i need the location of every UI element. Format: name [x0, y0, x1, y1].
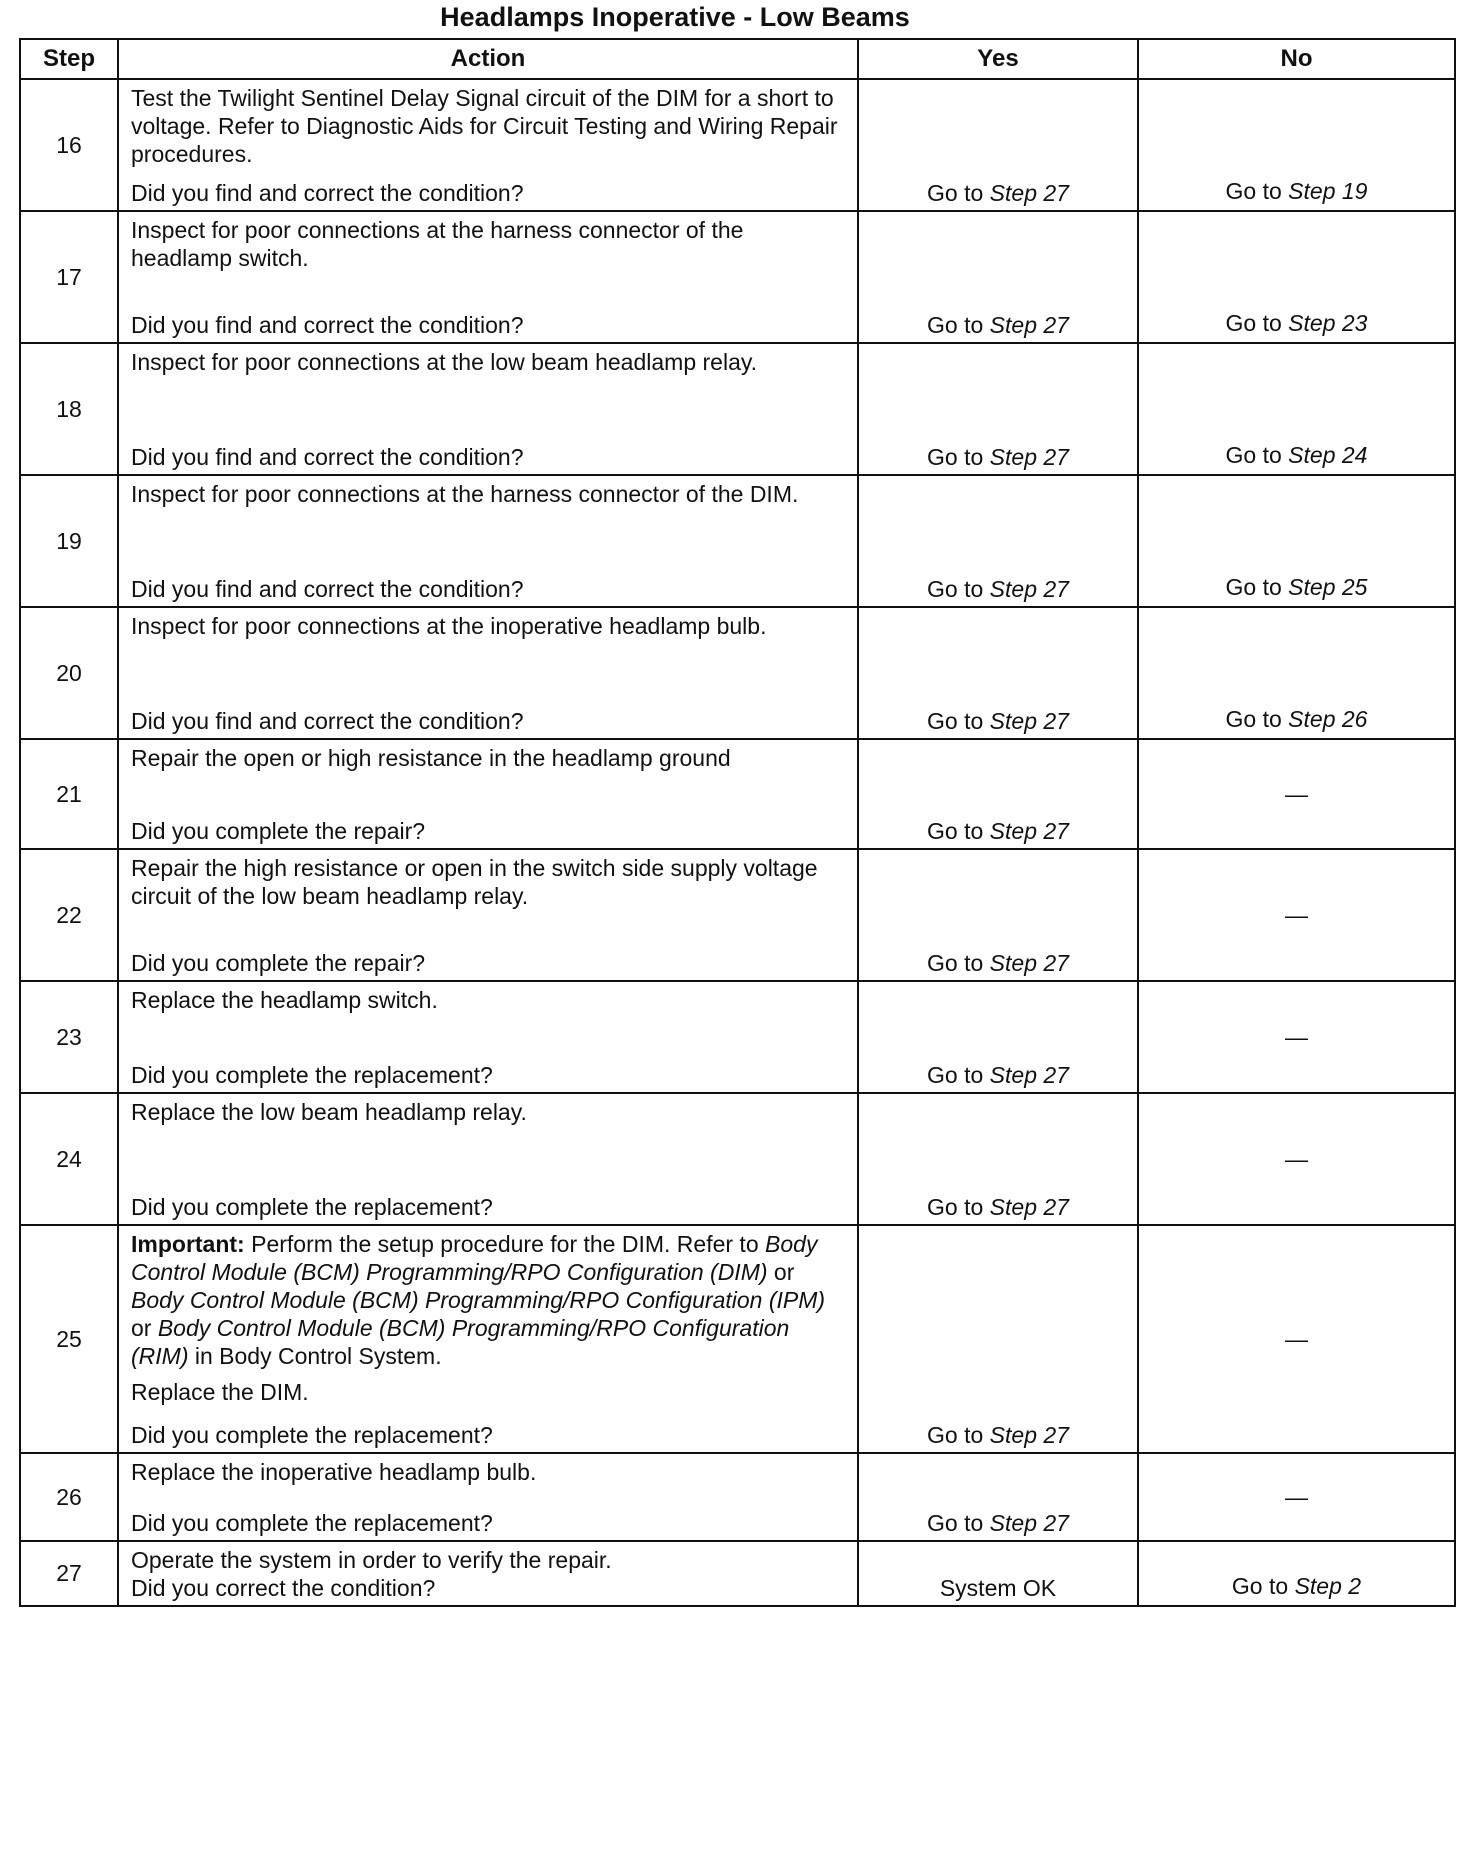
goto-step-link[interactable]: Step 27 — [989, 444, 1069, 470]
action-question: Did you complete the replacement? — [131, 1422, 493, 1448]
table-row — [20, 981, 1455, 1093]
action-cell — [118, 739, 858, 849]
table-row — [20, 475, 1455, 607]
step-number: 24 — [20, 1093, 118, 1225]
dash-placeholder: — — [1285, 1023, 1308, 1050]
yes-result: Go to Step 27 — [858, 849, 1138, 981]
table-row — [20, 343, 1455, 475]
diagnostic-table — [19, 38, 1456, 1607]
action-question: Did you complete the replacement? — [131, 1194, 493, 1220]
action-text: Inspect for poor connections at the harness connector of the DIM. — [131, 481, 799, 507]
yes-result: Go to Step 27 — [858, 981, 1138, 1093]
action-question: Did you find and correct the condition? — [131, 444, 524, 470]
goto-step-link[interactable]: Step 27 — [989, 1510, 1069, 1536]
action-question: Did you complete the repair? — [131, 950, 426, 976]
step-number: 19 — [20, 475, 118, 607]
step-number: 20 — [20, 607, 118, 739]
step-number: 21 — [20, 739, 118, 849]
goto-step-link[interactable]: Step 27 — [989, 818, 1069, 844]
yes-result: Go to Step 27 — [858, 343, 1138, 475]
page-title: Headlamps Inoperative - Low Beams — [440, 2, 910, 32]
goto-step-link[interactable]: Step 2 — [1294, 1573, 1362, 1599]
step-number: 26 — [20, 1453, 118, 1541]
action-cell — [118, 849, 858, 981]
action-text: Inspect for poor connections at the low beam headlamp relay. — [131, 349, 758, 375]
action-text: Inspect for poor connections at the harness connector of the headlamp switch. — [131, 217, 744, 271]
no-result: Go to Step 2 — [1138, 1541, 1455, 1606]
header-action: Action — [118, 39, 858, 79]
no-result: Go to Step 23 — [1138, 211, 1455, 343]
action-cell — [118, 79, 858, 211]
no-result — [1138, 1093, 1455, 1225]
action-cell — [118, 475, 858, 607]
action-cell — [118, 1453, 858, 1541]
yes-result: Go to Step 27 — [858, 739, 1138, 849]
table-row — [20, 1541, 1455, 1606]
step-number: 17 — [20, 211, 118, 343]
goto-step-link[interactable]: Step 27 — [989, 950, 1069, 976]
action-question: Did you correct the condition? — [131, 1575, 436, 1601]
yes-result: Go to Step 27 — [858, 1453, 1138, 1541]
action-cell — [118, 981, 858, 1093]
action-question: Did you find and correct the condition? — [131, 708, 524, 734]
no-result: Go to Step 25 — [1138, 475, 1455, 607]
table-row — [20, 1093, 1455, 1225]
action-text: Replace the inoperative headlamp bulb. — [131, 1459, 537, 1485]
action-question: Did you find and correct the condition? — [131, 576, 524, 602]
goto-step-link[interactable]: Step 27 — [989, 312, 1069, 338]
table-header-row — [20, 39, 1455, 79]
reference-link[interactable]: Body Control Module (BCM) Programming/RPO Configuration (RIM) — [131, 1315, 790, 1369]
no-result — [1138, 849, 1455, 981]
action-cell — [118, 1541, 858, 1606]
action-question: Did you complete the repair? — [131, 818, 426, 844]
goto-step-link[interactable]: Step 24 — [1288, 442, 1368, 468]
no-result: Go to Step 24 — [1138, 343, 1455, 475]
action-question: Did you find and correct the condition? — [131, 180, 524, 206]
no-result: Go to Step 26 — [1138, 607, 1455, 739]
yes-result: Go to Step 27 — [858, 79, 1138, 211]
dash-placeholder: — — [1285, 1325, 1308, 1352]
no-result — [1138, 739, 1455, 849]
step-number: 18 — [20, 343, 118, 475]
action-cell — [118, 607, 858, 739]
goto-step-link[interactable]: Step 19 — [1288, 178, 1368, 204]
result-text: System OK — [939, 1575, 1057, 1601]
reference-link[interactable]: Body Control Module (BCM) Programming/RPO Configuration (DIM) — [131, 1231, 818, 1285]
yes-result: Go to Step 27 — [858, 211, 1138, 343]
action-text: Important: Perform the setup procedure for the DIM. Refer to Body Control Module (BCM) Programming/RPO Configuration (DIM) or Body Control Module (BCM) Programming/RPO Configuration (IPM) or Body Control Module (BCM) Programming/RPO Configuration (RIM) in Body Control System. — [131, 1231, 826, 1369]
goto-step-link[interactable]: Step 27 — [989, 708, 1069, 734]
yes-result: Go to Step 27 — [858, 1093, 1138, 1225]
yes-result — [858, 1541, 1138, 1606]
action-text: Inspect for poor connections at the inoperative headlamp bulb. — [131, 613, 767, 639]
goto-step-link[interactable]: Step 23 — [1288, 310, 1368, 336]
goto-step-link[interactable]: Step 25 — [1288, 574, 1368, 600]
no-result — [1138, 981, 1455, 1093]
table-row — [20, 79, 1455, 211]
goto-step-link[interactable]: Step 26 — [1288, 706, 1368, 732]
yes-result: Go to Step 27 — [858, 1225, 1138, 1453]
step-number: 22 — [20, 849, 118, 981]
step-number: 23 — [20, 981, 118, 1093]
table-row — [20, 1453, 1455, 1541]
goto-step-link[interactable]: Step 27 — [989, 1194, 1069, 1220]
action-text: Operate the system in order to verify the repair. — [131, 1547, 612, 1573]
action-question: Did you complete the replacement? — [131, 1510, 493, 1536]
action-cell — [118, 1093, 858, 1225]
no-result: Go to Step 19 — [1138, 79, 1455, 211]
no-result — [1138, 1225, 1455, 1453]
table-row — [20, 739, 1455, 849]
goto-step-link[interactable]: Step 27 — [989, 180, 1069, 206]
step-number: 27 — [20, 1541, 118, 1606]
action-text: Test the Twilight Sentinel Delay Signal circuit of the DIM for a short to voltage. Refer to Diagnostic Aids for Circuit Testing and Wiring Repair procedures. — [131, 85, 838, 167]
header-no: No — [1138, 39, 1455, 79]
dash-placeholder: — — [1285, 1483, 1308, 1510]
header-yes: Yes — [858, 39, 1138, 79]
action-question: Did you complete the replacement? — [131, 1062, 493, 1088]
dash-placeholder: — — [1285, 901, 1308, 928]
table-row — [20, 607, 1455, 739]
header-step: Step — [20, 39, 118, 79]
table-row — [20, 849, 1455, 981]
action-text: Replace the DIM. — [131, 1379, 309, 1405]
action-cell — [118, 1225, 858, 1453]
yes-result: Go to Step 27 — [858, 607, 1138, 739]
reference-link[interactable]: Body Control Module (BCM) Programming/RPO Configuration (IPM) — [131, 1287, 826, 1313]
yes-result: Go to Step 27 — [858, 475, 1138, 607]
action-cell — [118, 343, 858, 475]
important-label: Important: — [131, 1231, 245, 1257]
step-number: 25 — [20, 1225, 118, 1453]
dash-placeholder: — — [1285, 1145, 1308, 1172]
step-number: 16 — [20, 79, 118, 211]
table-row — [20, 1225, 1455, 1453]
action-text: Repair the high resistance or open in the switch side supply voltage circuit of the low beam headlamp relay. — [131, 855, 818, 909]
action-text: Repair the open or high resistance in the headlamp ground — [131, 745, 731, 771]
goto-step-link[interactable]: Step 27 — [989, 1422, 1069, 1448]
goto-step-link[interactable]: Step 27 — [989, 1062, 1069, 1088]
dash-placeholder: — — [1285, 780, 1308, 807]
action-question: Did you find and correct the condition? — [131, 312, 524, 338]
action-cell — [118, 211, 858, 343]
goto-step-link[interactable]: Step 27 — [989, 576, 1069, 602]
no-result — [1138, 1453, 1455, 1541]
action-text: Replace the headlamp switch. — [131, 987, 438, 1013]
action-text: Replace the low beam headlamp relay. — [131, 1099, 527, 1125]
table-row — [20, 211, 1455, 343]
